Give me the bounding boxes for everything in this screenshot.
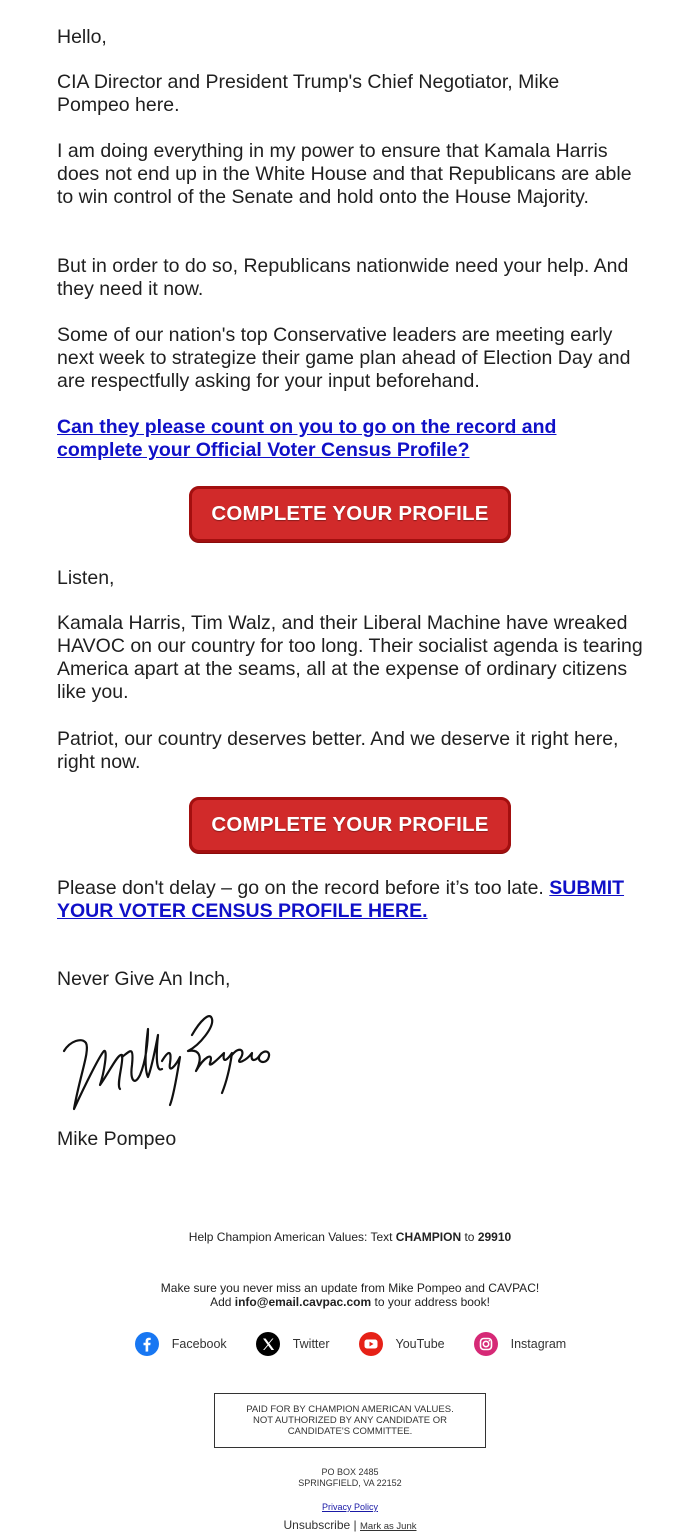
separator: | [350, 1518, 360, 1532]
help-paragraph: But in order to do so, Republicans nationwide need your help. And they need it now. [57, 255, 629, 300]
instagram-label: Instagram [510, 1337, 567, 1351]
census-profile-link[interactable]: Can they please count on you to go on the record and complete your Official Voter Census Profile? [57, 416, 557, 461]
privacy-policy-link[interactable]: Privacy Policy [321, 1502, 378, 1512]
text-keyword: CHAMPION [395, 1230, 462, 1244]
update-prefix: Add [210, 1295, 235, 1309]
intro-paragraph: CIA Director and President Trump's Chief Negotiator, Mike Pompeo here. [57, 71, 560, 116]
facebook-label: Facebook [171, 1337, 227, 1351]
instagram-link[interactable] [473, 1331, 567, 1357]
twitter-label: Twitter [292, 1337, 330, 1351]
x-twitter-icon [255, 1331, 281, 1357]
signature-image [60, 1005, 275, 1117]
havoc-paragraph: Kamala Harris, Tim Walz, and their Liberal Machine have wreaked HAVOC on our country for too long. Their socialist agenda is tearing America apart at the seams, all at the expense of ordinary citizens like you. [57, 612, 643, 703]
youtube-link[interactable] [358, 1331, 445, 1357]
text-champion-line [0, 1230, 700, 1244]
instagram-icon [473, 1331, 499, 1357]
mission-paragraph: I am doing everything in my power to ensure that Kamala Harris does not end up in the White House and that Republicans are able to win control of the Senate and hold onto the House Majority. [57, 140, 632, 208]
address-line-1: PO BOX 2485 [321, 1467, 379, 1477]
youtube-label: YouTube [395, 1337, 445, 1351]
census-link-paragraph [57, 416, 617, 462]
leaders-paragraph: Some of our nation's top Conservative leaders are meeting early next week to strategize their game plan ahead of Election Day and are respectfully asking for your input beforehand. [57, 324, 631, 392]
patriot-paragraph: Patriot, our country deserves better. And we deserve it right here, right now. [57, 728, 619, 773]
unsubscribe-row [0, 1518, 700, 1532]
signoff: Never Give An Inch, [57, 968, 231, 990]
complete-profile-button-1[interactable]: COMPLETE YOUR PROFILE [189, 486, 511, 542]
complete-profile-button-2[interactable]: COMPLETE YOUR PROFILE [189, 797, 511, 853]
mark-as-junk-link[interactable]: Mark as Junk [360, 1521, 417, 1532]
text-to: to [461, 1230, 478, 1244]
unsubscribe-link[interactable]: Unsubscribe [283, 1518, 351, 1532]
address-line-2: SPRINGFIELD, VA 22152 [298, 1478, 402, 1488]
update-line-1: Make sure you never miss an update from Mike Pompeo and CAVPAC! [160, 1281, 540, 1295]
youtube-icon [358, 1331, 384, 1357]
greeting: Hello, [57, 26, 107, 48]
update-email: info@email.cavpac.com [234, 1295, 372, 1309]
facebook-icon [134, 1331, 160, 1357]
twitter-link[interactable] [255, 1331, 330, 1357]
privacy-row [0, 1502, 700, 1513]
facebook-link[interactable] [134, 1331, 227, 1357]
signer-name: Mike Pompeo [57, 1128, 177, 1150]
update-suffix: to your address book! [371, 1295, 490, 1309]
text-prefix: Help Champion American Values: Text [188, 1230, 396, 1244]
paid-for-disclaimer: PAID FOR BY CHAMPION AMERICAN VALUES. NOT AUTHORIZED BY ANY CANDIDATE OR CANDIDATE'S COMMITTEE. [214, 1393, 486, 1448]
social-links [0, 1331, 700, 1357]
delay-paragraph [57, 877, 657, 923]
update-line-2 [0, 1295, 700, 1309]
text-number: 29910 [477, 1230, 512, 1244]
listen-text: Listen, [57, 567, 115, 589]
submit-profile-link[interactable]: SUBMIT YOUR VOTER CENSUS PROFILE HERE. [57, 877, 625, 922]
delay-text: Please don't delay – go on the record before it’s too late. [57, 877, 550, 899]
